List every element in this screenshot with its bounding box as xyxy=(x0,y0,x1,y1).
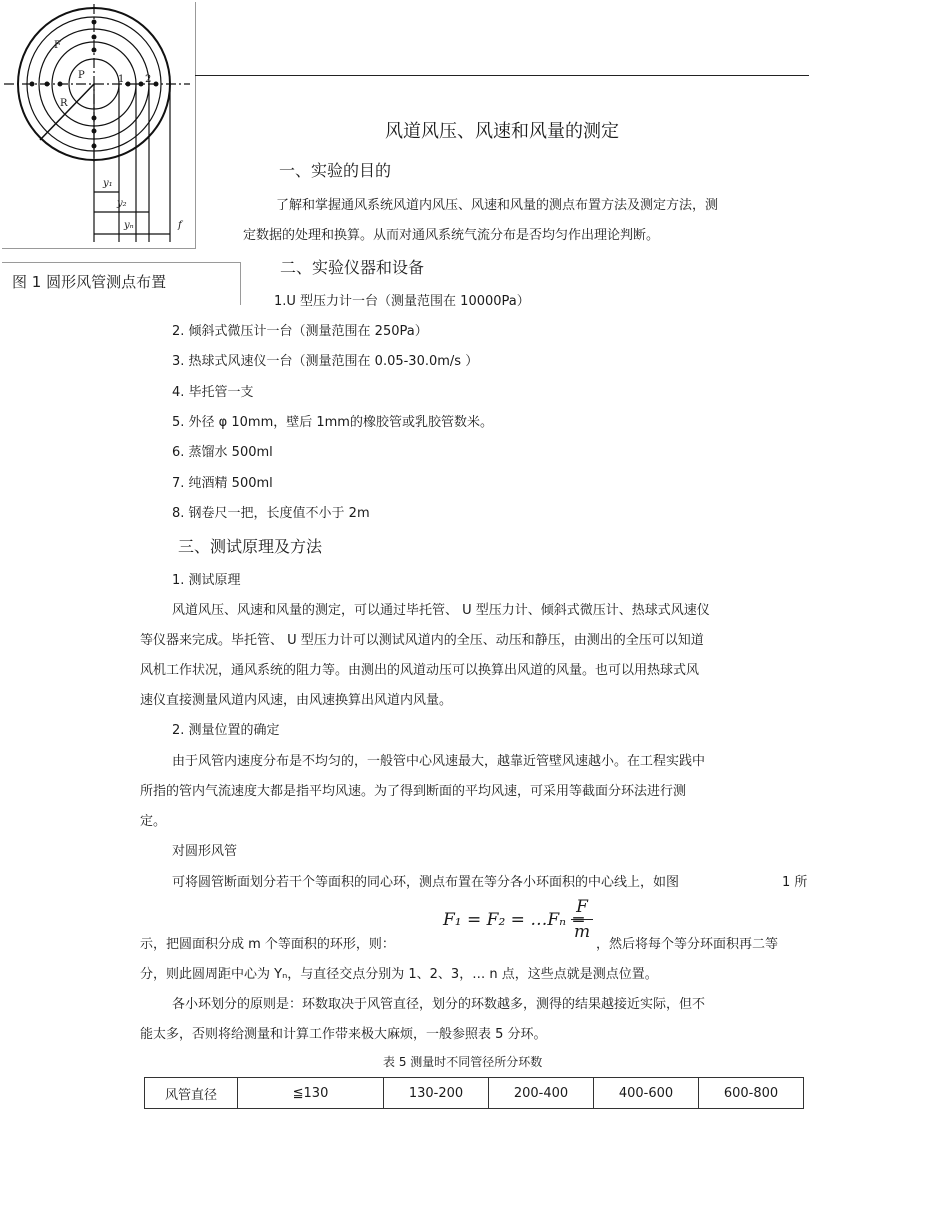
section-1-paragraph-line-2: 定数据的处理和换算。从而对通风系统气流分布是否均匀作出理论判断。 xyxy=(243,228,660,243)
equipment-item-1: 1.U 型压力计一台（测量范围在 10000Pa） xyxy=(274,294,530,309)
duct-rings-table xyxy=(144,1077,804,1109)
fraction-bar xyxy=(571,919,593,920)
position-line-2: 所指的管内气流速度大都是指平均风速。为了得到断面的平均风速，可采用等截面分环法进行测 xyxy=(140,784,687,799)
rings-line-2: 能太多，否则将给测量和计算工作带来极大麻烦，一般参照表 5 分环。 xyxy=(140,1027,547,1042)
equipment-item-5: 5. 外径 φ 10mm，壁后 1mm的橡胶管或乳胶管数米。 xyxy=(172,415,493,430)
equipment-item-4: 4. 毕托管一支 xyxy=(172,385,254,400)
table-cell: 600-800 xyxy=(699,1078,804,1109)
figure-label-p: P xyxy=(78,70,85,81)
figure-caption: 图 1 圆形风管测点布置 xyxy=(12,273,167,291)
figure-label-f-small: f xyxy=(178,220,182,231)
table-cell: 130-200 xyxy=(384,1078,489,1109)
page-title: 风道风压、风速和风量的测定 xyxy=(385,121,619,142)
principle-line-2: 等仪器来完成。毕托管、 U 型压力计可以测试风道内的全压、动压和静压，由测出的全压可以知道 xyxy=(140,633,704,648)
round-duct-line-2-end: ，然后将每个等分环面积再二等 xyxy=(596,937,779,952)
formula-fraction xyxy=(571,896,593,943)
table-cell: ≦130 xyxy=(238,1078,384,1109)
figure-label-y2: y₂ xyxy=(117,198,127,209)
table-cell: 200-400 xyxy=(489,1078,594,1109)
header-rule xyxy=(195,75,809,76)
figure-label-y1: y₁ xyxy=(103,178,113,189)
equipment-item-7: 7. 纯酒精 500ml xyxy=(172,476,273,491)
equipment-item-3: 3. 热球式风速仪一台（测量范围在 0.05-30.0m/s ） xyxy=(172,354,479,369)
round-duct-line-3: 分，则此圆周距中心为 Yₙ，与直径交点分别为 1、2、3，… n 点，这些点就是测点位置。 xyxy=(140,967,658,982)
principle-line-3: 风机工作状况，通风系统的阻力等。由测出的风道动压可以换算出风道的风量。也可以用热球式风 xyxy=(140,663,700,678)
equipment-item-8: 8. 钢卷尺一把，长度值不小于 2m xyxy=(172,506,370,521)
formula-denominator: m xyxy=(573,922,591,942)
circular-duct-measurement-svg xyxy=(2,2,195,248)
table-cell: 400-600 xyxy=(594,1078,699,1109)
round-duct-heading: 对圆形风管 xyxy=(172,844,238,859)
formula-numerator: F xyxy=(576,897,588,917)
subheading-position: 2. 测量位置的确定 xyxy=(172,723,280,738)
formula-lhs: F₁ = F₂ = …Fₙ = xyxy=(443,910,586,930)
round-duct-line-1-end: 1 所 xyxy=(782,875,808,890)
figure-label-yn: yₙ xyxy=(124,220,134,231)
equipment-item-2: 2. 倾斜式微压计一台（测量范围在 250Pa） xyxy=(172,324,428,339)
position-line-3: 定。 xyxy=(140,814,167,829)
position-line-1: 由于风管内速度分布是不均匀的，一般管中心风速最大，越靠近管壁风速越小。在工程实践中 xyxy=(172,754,706,769)
section-heading-3: 三、测试原理及方法 xyxy=(178,537,323,556)
section-heading-2: 二、实验仪器和设备 xyxy=(280,258,425,277)
figure-label-1: 1 xyxy=(118,74,125,85)
principle-line-1: 风道风压、风速和风量的测定，可以通过毕托管、 U 型压力计、倾斜式微压计、热球式风速仪 xyxy=(172,603,710,618)
figure-label-r: R xyxy=(60,98,68,109)
table-row xyxy=(145,1078,804,1109)
section-heading-1: 一、实验的目的 xyxy=(279,161,392,180)
figure-label-f: F xyxy=(54,40,61,51)
figure-caption-box xyxy=(2,262,241,305)
round-duct-line-1: 可将圆管断面划分若干个等面积的同心环，测点布置在等分各小环面积的中心线上，如图 xyxy=(172,875,680,890)
rings-line-1: 各小环划分的原则是：环数取决于风管直径，划分的环数越多，测得的结果越接近实际，但不 xyxy=(172,997,706,1012)
table-caption: 表 5 测量时不同管径所分环数 xyxy=(383,1055,543,1069)
principle-line-4: 速仪直接测量风道内风速，由风速换算出风道内风量。 xyxy=(140,693,453,708)
section-1-paragraph-line-1: 了解和掌握通风系统风道内风压、风速和风量的测点布置方法及测定方法，测 xyxy=(276,198,719,213)
subheading-principle: 1. 测试原理 xyxy=(172,573,241,588)
round-duct-line-2: 示，把圆面积分成 m 个等面积的环形，则： xyxy=(140,937,395,952)
figure-circular-duct-diagram xyxy=(2,2,196,249)
figure-label-2: 2 xyxy=(145,74,152,85)
table-cell-duct-diameter: 风管直径 xyxy=(145,1078,238,1109)
equipment-item-6: 6. 蒸馏水 500ml xyxy=(172,445,273,460)
